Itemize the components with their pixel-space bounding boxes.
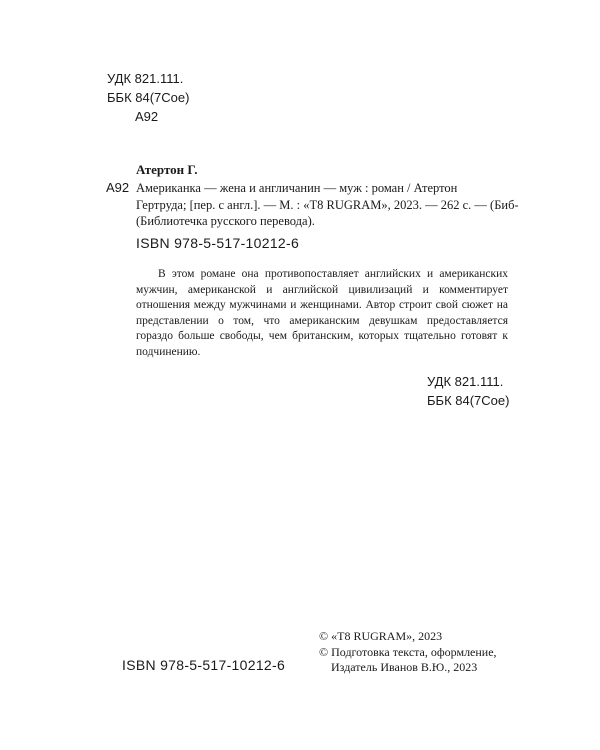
annotation-text: В этом романе она противопоставляет английских и американских мужчин, американской и английской цивилизаций и комментирует отношения между мужчинами и женщинами. Автор строит свой сюжет на представлении о том, что американским девушкам предоставляется гораздо больше свободы, чем британским, которых тщательно готовят к подчинению. — [136, 268, 508, 358]
udk-code: УДК 821.111. — [107, 71, 184, 86]
biblio-line: Гертруда; [пер. с англ.]. — М. : «Т8 RUGRAM», 2023. — 262 с. — (Биб- — [136, 197, 519, 212]
udk-code: УДК 821.111. — [427, 374, 504, 389]
isbn-main: ISBN 978-5-517-10212-6 — [136, 235, 300, 251]
bibliographic-description — [136, 180, 519, 230]
classification-block-top — [107, 69, 189, 126]
isbn-footer: ISBN 978-5-517-10212-6 — [122, 657, 286, 673]
author-code: А92 — [135, 109, 159, 124]
annotation — [136, 267, 508, 360]
author-code-left: А92 — [106, 180, 130, 195]
bbk-code: ББК 84(7Сое) — [427, 393, 510, 408]
copyright-block — [319, 629, 497, 676]
author-heading: Атертон Г. — [136, 162, 198, 177]
copyright-line: © «Т8 RUGRAM», 2023 — [319, 629, 443, 643]
copyright-line: © Подготовка текста, оформление, — [319, 644, 497, 659]
biblio-line: (Библиотечка русского перевода). — [136, 214, 315, 228]
classification-block-bottom — [427, 372, 509, 410]
biblio-line: Американка — жена и англичанин — муж : роман / Атертон — [136, 181, 458, 195]
bbk-code: ББК 84(7Сое) — [107, 90, 190, 105]
copyright-line: Издатель Иванов В.Ю., 2023 — [331, 660, 478, 674]
